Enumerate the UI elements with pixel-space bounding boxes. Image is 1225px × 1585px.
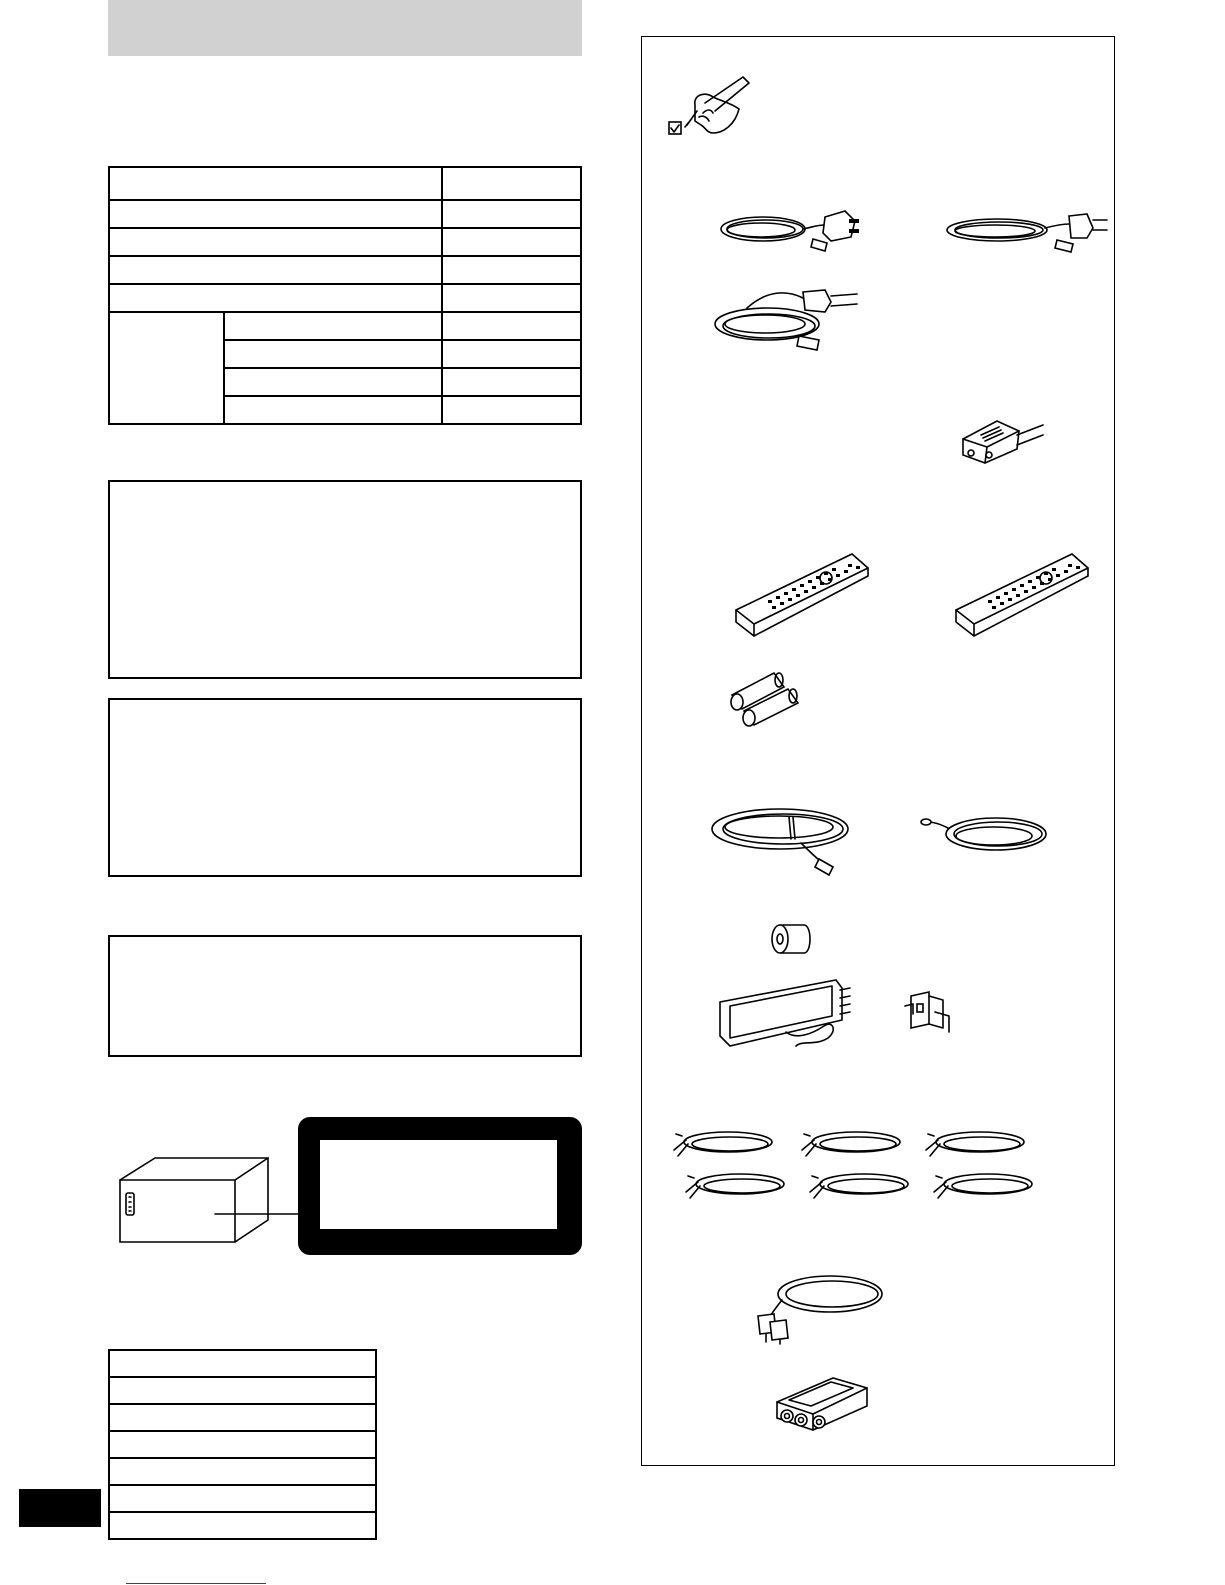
ferrite-core-icon	[768, 921, 816, 957]
table-cell	[109, 312, 224, 424]
table-cell	[109, 1431, 376, 1458]
speaker-cable-5	[810, 1174, 908, 1198]
am-antenna-wire-icon	[918, 808, 1053, 858]
speaker-cables-icon	[668, 1122, 1048, 1207]
table-row	[109, 284, 581, 312]
plug-adaptor-icon	[957, 413, 1049, 468]
footer-link-underline	[126, 1583, 266, 1584]
table-cell	[109, 167, 442, 200]
section-header-bar	[108, 0, 582, 56]
notice-box-3	[108, 935, 582, 1057]
fm-antenna-icon	[705, 795, 860, 880]
table-row	[109, 1377, 376, 1404]
table-cell	[109, 1458, 376, 1485]
batteries-icon	[726, 665, 816, 730]
table-row	[109, 228, 581, 256]
table-row	[109, 1458, 376, 1485]
table-row	[109, 1512, 376, 1539]
table-cell	[109, 1512, 376, 1539]
video-cable-icon	[748, 1270, 888, 1345]
speaker-cable-6	[934, 1174, 1032, 1198]
table-row	[109, 1431, 376, 1458]
table-row	[109, 256, 581, 284]
table-cell	[109, 1404, 376, 1431]
table-cell	[442, 256, 581, 284]
speaker-cable-4	[686, 1174, 784, 1198]
table-cell	[224, 368, 442, 396]
table-cell	[442, 200, 581, 228]
table-cell	[109, 228, 442, 256]
table-row	[109, 1404, 376, 1431]
table-cell	[109, 284, 442, 312]
remote-control-1-icon	[732, 550, 872, 650]
table-cell	[109, 1485, 376, 1512]
unit-illustration	[115, 1150, 305, 1250]
table-cell	[109, 200, 442, 228]
table-cell	[224, 340, 442, 368]
am-loop-antenna-icon	[716, 976, 866, 1056]
speaker-cable-3	[926, 1132, 1024, 1156]
table-row	[109, 1485, 376, 1512]
remote-control-2-icon	[952, 550, 1092, 650]
table-cell	[442, 284, 581, 312]
table-row	[109, 1350, 376, 1377]
pen-check-icon	[665, 75, 755, 150]
small-table	[108, 1349, 377, 1540]
speaker-cable-2	[802, 1132, 900, 1156]
table-row	[109, 167, 581, 200]
page-tab	[19, 1489, 101, 1527]
table-cell	[224, 312, 442, 340]
notice-box-2	[108, 698, 582, 877]
antenna-clip-icon	[899, 990, 957, 1035]
speaker-cable-1	[674, 1132, 772, 1156]
power-cord-uk-icon	[713, 203, 865, 255]
table-cell	[109, 1350, 376, 1377]
table-cell	[224, 396, 442, 424]
table-cell	[109, 1377, 376, 1404]
power-cord-2pin-icon	[937, 206, 1112, 258]
spec-table	[108, 166, 582, 425]
table-cell	[442, 228, 581, 256]
table-row	[109, 200, 581, 228]
table-cell	[442, 368, 581, 396]
table-cell	[442, 396, 581, 424]
notice-box-1	[108, 480, 582, 679]
table-cell	[109, 256, 442, 284]
table-cell	[442, 340, 581, 368]
table-cell	[442, 312, 581, 340]
table-row	[109, 312, 581, 340]
power-cord-euro-icon	[707, 284, 867, 364]
scart-adaptor-icon	[773, 1372, 873, 1437]
table-cell	[442, 167, 581, 200]
caution-label-body	[320, 1140, 557, 1229]
